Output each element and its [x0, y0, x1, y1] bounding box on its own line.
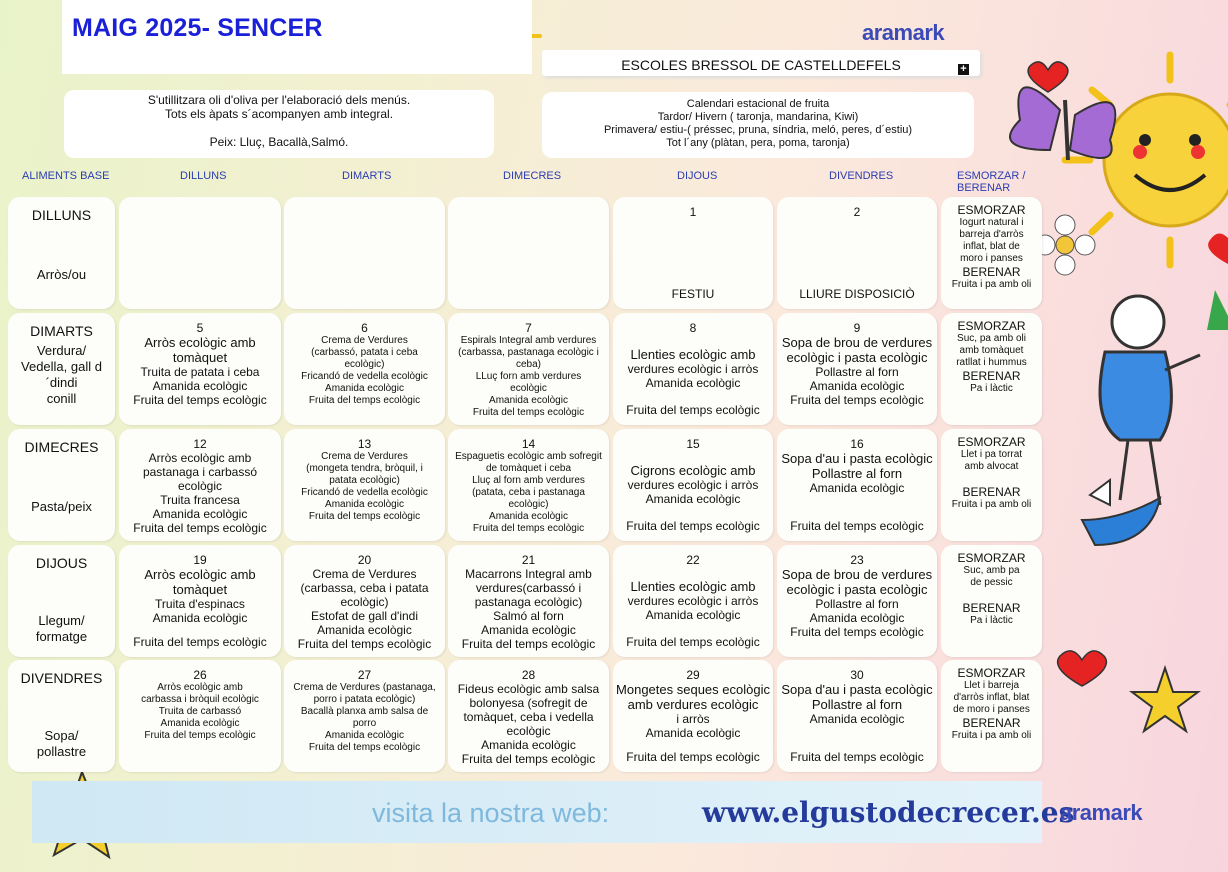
day-number: 7 [525, 321, 532, 335]
menu-line [616, 567, 770, 579]
menu-line: BERENAR [962, 716, 1021, 730]
menu-line: ESMORZAR [957, 666, 1026, 680]
day-number: 15 [686, 437, 700, 451]
child-figure-icon [1100, 296, 1200, 505]
menu-line: Pollastre al forn [815, 597, 899, 611]
brand-logo: aramark [1060, 800, 1143, 825]
menu-line: Espaguetis ecològic amb sofregit [455, 451, 602, 462]
menu-line: moro i panses [960, 253, 1023, 264]
website-link[interactable]: www.elgustodecrecer.es [702, 796, 1075, 829]
oil-notes [64, 90, 494, 158]
menu-line: Mongetes seques ecològic [616, 682, 770, 697]
menu-line: de moro i panses [953, 704, 1030, 715]
column-header: DIMECRES [503, 170, 562, 182]
day-number: 28 [521, 668, 536, 682]
menu-line: pastanaga ecològic) [474, 595, 583, 609]
menu-line: Sopa de brou de verdures [781, 335, 933, 350]
day-name: DIMECRES [24, 439, 99, 455]
menu-cell [777, 313, 937, 425]
menu-line: verdures ecològic i arròs [627, 362, 759, 376]
menu-line: ecològic) [340, 595, 389, 609]
menu-line: BERENAR [962, 369, 1021, 383]
menu-line: amb verdures ecològic [627, 697, 759, 712]
menu-line: Truita de carbassó [158, 706, 242, 717]
column-header: DIVENDRES [829, 170, 894, 182]
menu-line: Fruita del temps ecològic [308, 395, 421, 406]
menu-cell [777, 660, 937, 772]
cell-footer: Fruita del temps ecològic [133, 635, 267, 649]
note-line: Peix: Lluç, Bacallà,Salmó. [209, 135, 349, 149]
page-title: MAIG 2025- SENCER [72, 14, 323, 42]
menu-line: Amanida ecològic [809, 481, 905, 495]
menu-line: verdures(carbassó i [475, 581, 582, 595]
day-cell-dilluns [8, 197, 115, 309]
menu-line: (patata, ceba i pastanaga [472, 487, 585, 498]
cell-footer: Fruita del temps ecològic [626, 403, 760, 417]
menu-line: Fruita del temps ecològic [790, 625, 924, 639]
menu-line: verdures ecològic i arròs [627, 478, 759, 492]
base-food: Sopa/ pollastre [36, 728, 87, 759]
menu-line [944, 473, 1039, 485]
menu-line: Lluç al forn amb verdures [472, 475, 585, 486]
menu-line: LLuç forn amb verdures [475, 371, 582, 382]
menu-line: ecològic [177, 479, 223, 493]
menu-line: Amanida ecològic [481, 623, 576, 637]
brand-logo: aramark [862, 20, 945, 45]
menu-line: Pollastre al forn [811, 697, 903, 712]
menu-line: ESMORZAR [957, 319, 1026, 333]
cell-footer: FESTIU [671, 287, 715, 301]
menu-line: Amanida ecològic [152, 611, 248, 625]
menu-line: Llet i pa torrat [960, 449, 1023, 460]
menu-line: ecològic i pasta ecològic [786, 350, 928, 365]
column-header: DIJOUS [677, 170, 718, 182]
column-header: DILLUNS [180, 170, 227, 182]
menu-line: Amanida ecològic [809, 712, 905, 726]
menu-line: carbassa i bròquil ecològic [141, 694, 259, 705]
menu-line: Amanida ecològic [325, 730, 404, 741]
menu-cell [119, 660, 281, 772]
day-number: 16 [850, 437, 864, 451]
menu-line: Sopa de brou de verdures [781, 567, 933, 582]
note-line [64, 121, 494, 135]
menu-line: Fruita del temps ecològic [461, 752, 596, 766]
note-line: Tot l´any (plàtan, pera, poma, taronja) [666, 137, 850, 149]
menu-line: BERENAR [962, 265, 1021, 279]
menu-line: Fruita i pa amb oli [951, 499, 1032, 510]
menu-line: Fruita del temps ecològic [472, 523, 585, 534]
day-number: 29 [686, 668, 700, 682]
day-cell-dimecres [8, 429, 115, 541]
day-number: 19 [193, 553, 207, 567]
day-name: DIJOUS [35, 555, 88, 571]
menu-line: Pa i làctic [970, 615, 1013, 626]
menu-line: Arròs ecològic amb [148, 451, 252, 465]
menu-line: Amanida ecològic [645, 376, 741, 390]
day-cell-divendres [8, 660, 115, 772]
menu-line: (carbassa, pastanaga ecològic i [458, 347, 599, 358]
menu-line: (carbassó, patata i ceba [311, 347, 418, 358]
menu-line: pastanaga i carbassó [142, 465, 258, 479]
snack-cell [941, 660, 1042, 772]
snack-cell [941, 545, 1042, 657]
menu-line: Amanida ecològic [325, 499, 404, 510]
menu-line: Pa i làctic [970, 383, 1013, 394]
day-number: 22 [686, 553, 700, 567]
menu-line: Fruita del temps ecològic [472, 407, 585, 418]
menu-line: Amanida ecològic [645, 726, 741, 740]
menu-line: tomàquet, ceba i vedella [463, 710, 594, 724]
menu-line: Amanida ecològic [489, 511, 568, 522]
menu-cell [448, 545, 609, 657]
menu-line: Fruita i pa amb oli [951, 730, 1032, 741]
note-line: Tardor/ Hivern ( taronja, mandarina, Kiwi) [657, 111, 859, 123]
menu-line: porro [352, 718, 377, 729]
menu-line: ESMORZAR [957, 551, 1026, 565]
menu-line: Suc, pa amb oli [957, 333, 1026, 344]
day-number: 21 [521, 553, 536, 567]
menu-line: Arròs ecològic amb [157, 682, 243, 693]
day-number: 8 [689, 321, 697, 335]
visit-label: visita la nostra web: [372, 798, 610, 828]
menu-cell [777, 197, 937, 309]
menu-line: Amanida ecològic [325, 383, 404, 394]
menu-line: Fideus ecològic amb salsa [457, 682, 600, 696]
menu-line: porro i patata ecològic) [313, 694, 416, 705]
menu-line: Amanida ecològic [152, 507, 248, 521]
cell-footer: Fruita del temps ecològic [626, 635, 760, 649]
snack-cell [941, 197, 1042, 309]
menu-line: Pollastre al forn [811, 466, 903, 481]
menu-line: Truita d'espinacs [155, 597, 245, 611]
cell-footer: Fruita del temps ecològic [626, 519, 760, 533]
menu-line: barreja d'arròs [959, 229, 1024, 240]
menu-cell [284, 545, 445, 657]
day-number: 5 [196, 321, 204, 335]
menu-line: Salmó al forn [493, 609, 564, 623]
menu-line: ceba) [515, 359, 541, 370]
menu-line: ecològic) [508, 499, 549, 510]
menu-line: Truita francesa [160, 493, 240, 507]
menu-cell [777, 545, 937, 657]
menu-line: Amanida ecològic [481, 738, 576, 752]
menu-line: Amanida ecològic [645, 608, 741, 622]
menu-line: Amanida ecològic [489, 395, 568, 406]
day-number: 14 [521, 437, 536, 451]
menu-line: Amanida ecològic [152, 379, 248, 393]
day-number: 6 [361, 321, 368, 335]
menu-cell [284, 660, 445, 772]
menu-line: Iogurt natural i [959, 217, 1024, 228]
fruit-calendar-note [542, 92, 974, 158]
day-cell-dimarts [8, 313, 115, 425]
base-food: Pasta/peix [31, 499, 92, 514]
menu-line: verdures ecològic i arròs [627, 594, 759, 608]
menu-cell [448, 197, 609, 309]
day-name: DIMARTS [30, 323, 93, 339]
menu-line [944, 589, 1039, 601]
menu-line [616, 335, 770, 347]
menu-line: Espirals Integral amb verdures [460, 335, 597, 346]
menu-line: Fruita i pa amb oli [951, 279, 1032, 290]
menu-line: Fricandó de vedella ecològic [301, 487, 428, 498]
menu-line: Amanida ecològic [160, 718, 240, 729]
cell-footer: Fruita del temps ecològic [626, 750, 760, 764]
menu-line: (mongeta tendra, bròquil, i [306, 463, 423, 474]
note-line: S'utillitzara oli d'oliva per l'elaboració dels menús. [147, 93, 411, 107]
menu-line: Fruita del temps ecològic [133, 521, 267, 535]
menu-line: i arròs [676, 712, 710, 726]
menu-cell [119, 313, 281, 425]
menu-line: ecològic i pasta ecològic [786, 582, 928, 597]
menu-line: Fruita del temps ecològic [308, 511, 421, 522]
flower-icon [1035, 215, 1095, 275]
menu-cell [284, 313, 445, 425]
note-line: Calendari estacional de fruita [686, 98, 830, 110]
menu-cell [613, 429, 773, 541]
day-number: 26 [193, 668, 207, 682]
menu-line: Arròs ecològic amb [144, 335, 256, 350]
sun-icon [1065, 55, 1228, 265]
menu-line: Pollastre al forn [815, 365, 899, 379]
school-name: ESCOLES BRESSOL DE CASTELLDEFELS [621, 57, 901, 73]
day-number: 1 [689, 205, 697, 219]
menu-line: Sopa d'au i pasta ecològic [781, 451, 933, 466]
menu-line: de tomàquet i ceba [485, 463, 572, 474]
menu-line: Fruita del temps ecològic [297, 637, 432, 651]
menu-line: Amanida ecològic [809, 379, 905, 393]
menu-line: ecològic [506, 724, 551, 738]
base-food: Llegum/ formatge [35, 613, 88, 644]
menu-line: ecològic [510, 383, 547, 394]
menu-cell [448, 313, 609, 425]
menu-line: tomàquet [172, 582, 228, 597]
menu-line: Fricandó de vedella ecològic [301, 371, 428, 382]
day-name: DIVENDRES [20, 670, 103, 686]
day-number: 30 [850, 668, 864, 682]
day-number: 9 [853, 321, 861, 335]
menu-line: Llet i barreja [963, 680, 1020, 691]
menu-line: Fruita del temps ecològic [308, 742, 421, 753]
menu-cell [119, 197, 281, 309]
column-header: ALIMENTS BASE [22, 170, 110, 182]
day-cell-dijous [8, 545, 115, 657]
heart-icon [1028, 62, 1068, 92]
menu-line: Crema de Verdures [321, 335, 408, 346]
menu-cell [284, 197, 445, 309]
menu-line: BERENAR [962, 601, 1021, 615]
day-number: 20 [357, 553, 372, 567]
menu-line: Suc, amb pa [963, 565, 1020, 576]
menu-line: Fruita del temps ecològic [133, 393, 267, 407]
cell-footer: LLIURE DISPOSICIÒ [799, 287, 915, 301]
day-number: 2 [853, 205, 861, 219]
menu-cell [613, 545, 773, 657]
menu-line: Amanida ecològic [645, 492, 741, 506]
menu-cell [777, 429, 937, 541]
menu-line: BERENAR [962, 485, 1021, 499]
menu-line: Crema de Verdures [321, 451, 408, 462]
menu-cell [448, 429, 609, 541]
tree-icon [1207, 290, 1228, 330]
menu-line: Llenties ecològic amb [630, 347, 756, 362]
menu-line: ESMORZAR [957, 203, 1026, 217]
menu-line: Llenties ecològic amb [630, 579, 756, 594]
menu-line: amb tomàquet [959, 345, 1024, 356]
menu-cell [448, 660, 609, 772]
heart-icon [1058, 651, 1107, 686]
menu-line [616, 451, 770, 463]
menu-cell [613, 660, 773, 772]
base-food: Verdura/ Vedella, gall d ´dindi conill [21, 343, 102, 406]
snack-cell [941, 429, 1042, 541]
menu-line: Macarrons Integral amb [465, 567, 592, 581]
day-number: 23 [850, 553, 864, 567]
menu-line: ESMORZAR [957, 435, 1026, 449]
menu-line: de pessic [970, 577, 1013, 588]
snack-cell [941, 313, 1042, 425]
menu-cell [119, 429, 281, 541]
menu-line: Fruita del temps ecològic [144, 730, 256, 741]
menu-line: patata ecològic) [329, 475, 400, 486]
day-number: 27 [357, 668, 372, 682]
cell-footer: Fruita del temps ecològic [790, 750, 924, 764]
menu-line: Fruita del temps ecològic [461, 637, 596, 651]
cell-footer: Fruita del temps ecològic [790, 519, 924, 533]
note-line: Primavera/ estiu-( préssec, pruna, síndria, meló, peres, d´estiu) [603, 124, 913, 136]
menu-line: Truita de patata i ceba [140, 365, 260, 379]
heart-icon [1208, 233, 1228, 264]
base-food: Arròs/ou [36, 267, 87, 282]
menu-line: Estofat de gall d'indi [310, 609, 419, 623]
menu-line: Bacallà planxa amb salsa de [300, 706, 429, 717]
menu-line: d'arròs inflat, blat [953, 692, 1030, 703]
column-header: ESMORZAR / BERENAR [957, 170, 1026, 194]
day-name: DILLUNS [31, 207, 92, 223]
menu-line: ratllat i hummus [956, 357, 1027, 368]
menu-line: Amanida ecològic [809, 611, 905, 625]
expand-button[interactable]: + [958, 64, 969, 75]
menu-line: Arròs ecològic amb [144, 567, 256, 582]
menu-line: amb alvocat [964, 461, 1019, 472]
menu-line: Fruita del temps ecològic [790, 393, 924, 407]
menu-cell [119, 545, 281, 657]
column-header: DIMARTS [342, 170, 392, 182]
day-number: 13 [357, 437, 372, 451]
menu-cell [284, 429, 445, 541]
menu-line: Crema de Verdures (pastanaga, [293, 682, 436, 693]
menu-line: Crema de Verdures [312, 567, 417, 581]
menu-line: tomàquet [172, 350, 228, 365]
star-icon [1132, 668, 1198, 731]
menu-line: ecològic) [344, 359, 385, 370]
note-line: Tots els àpats s´acompanyen amb integral. [164, 107, 394, 121]
menu-line: bolonyesa (sofregit de [469, 696, 588, 710]
menu-line: Sopa d'au i pasta ecològic [781, 682, 933, 697]
menu-line: inflat, blat de [963, 241, 1020, 252]
day-number: 12 [193, 437, 207, 451]
menu-line: Cigrons ecològic amb [630, 463, 756, 478]
menu-line: Amanida ecològic [317, 623, 412, 637]
menu-line: (carbassa, ceba i patata [300, 581, 429, 595]
menu-cell [613, 197, 773, 309]
menu-cell [613, 313, 773, 425]
